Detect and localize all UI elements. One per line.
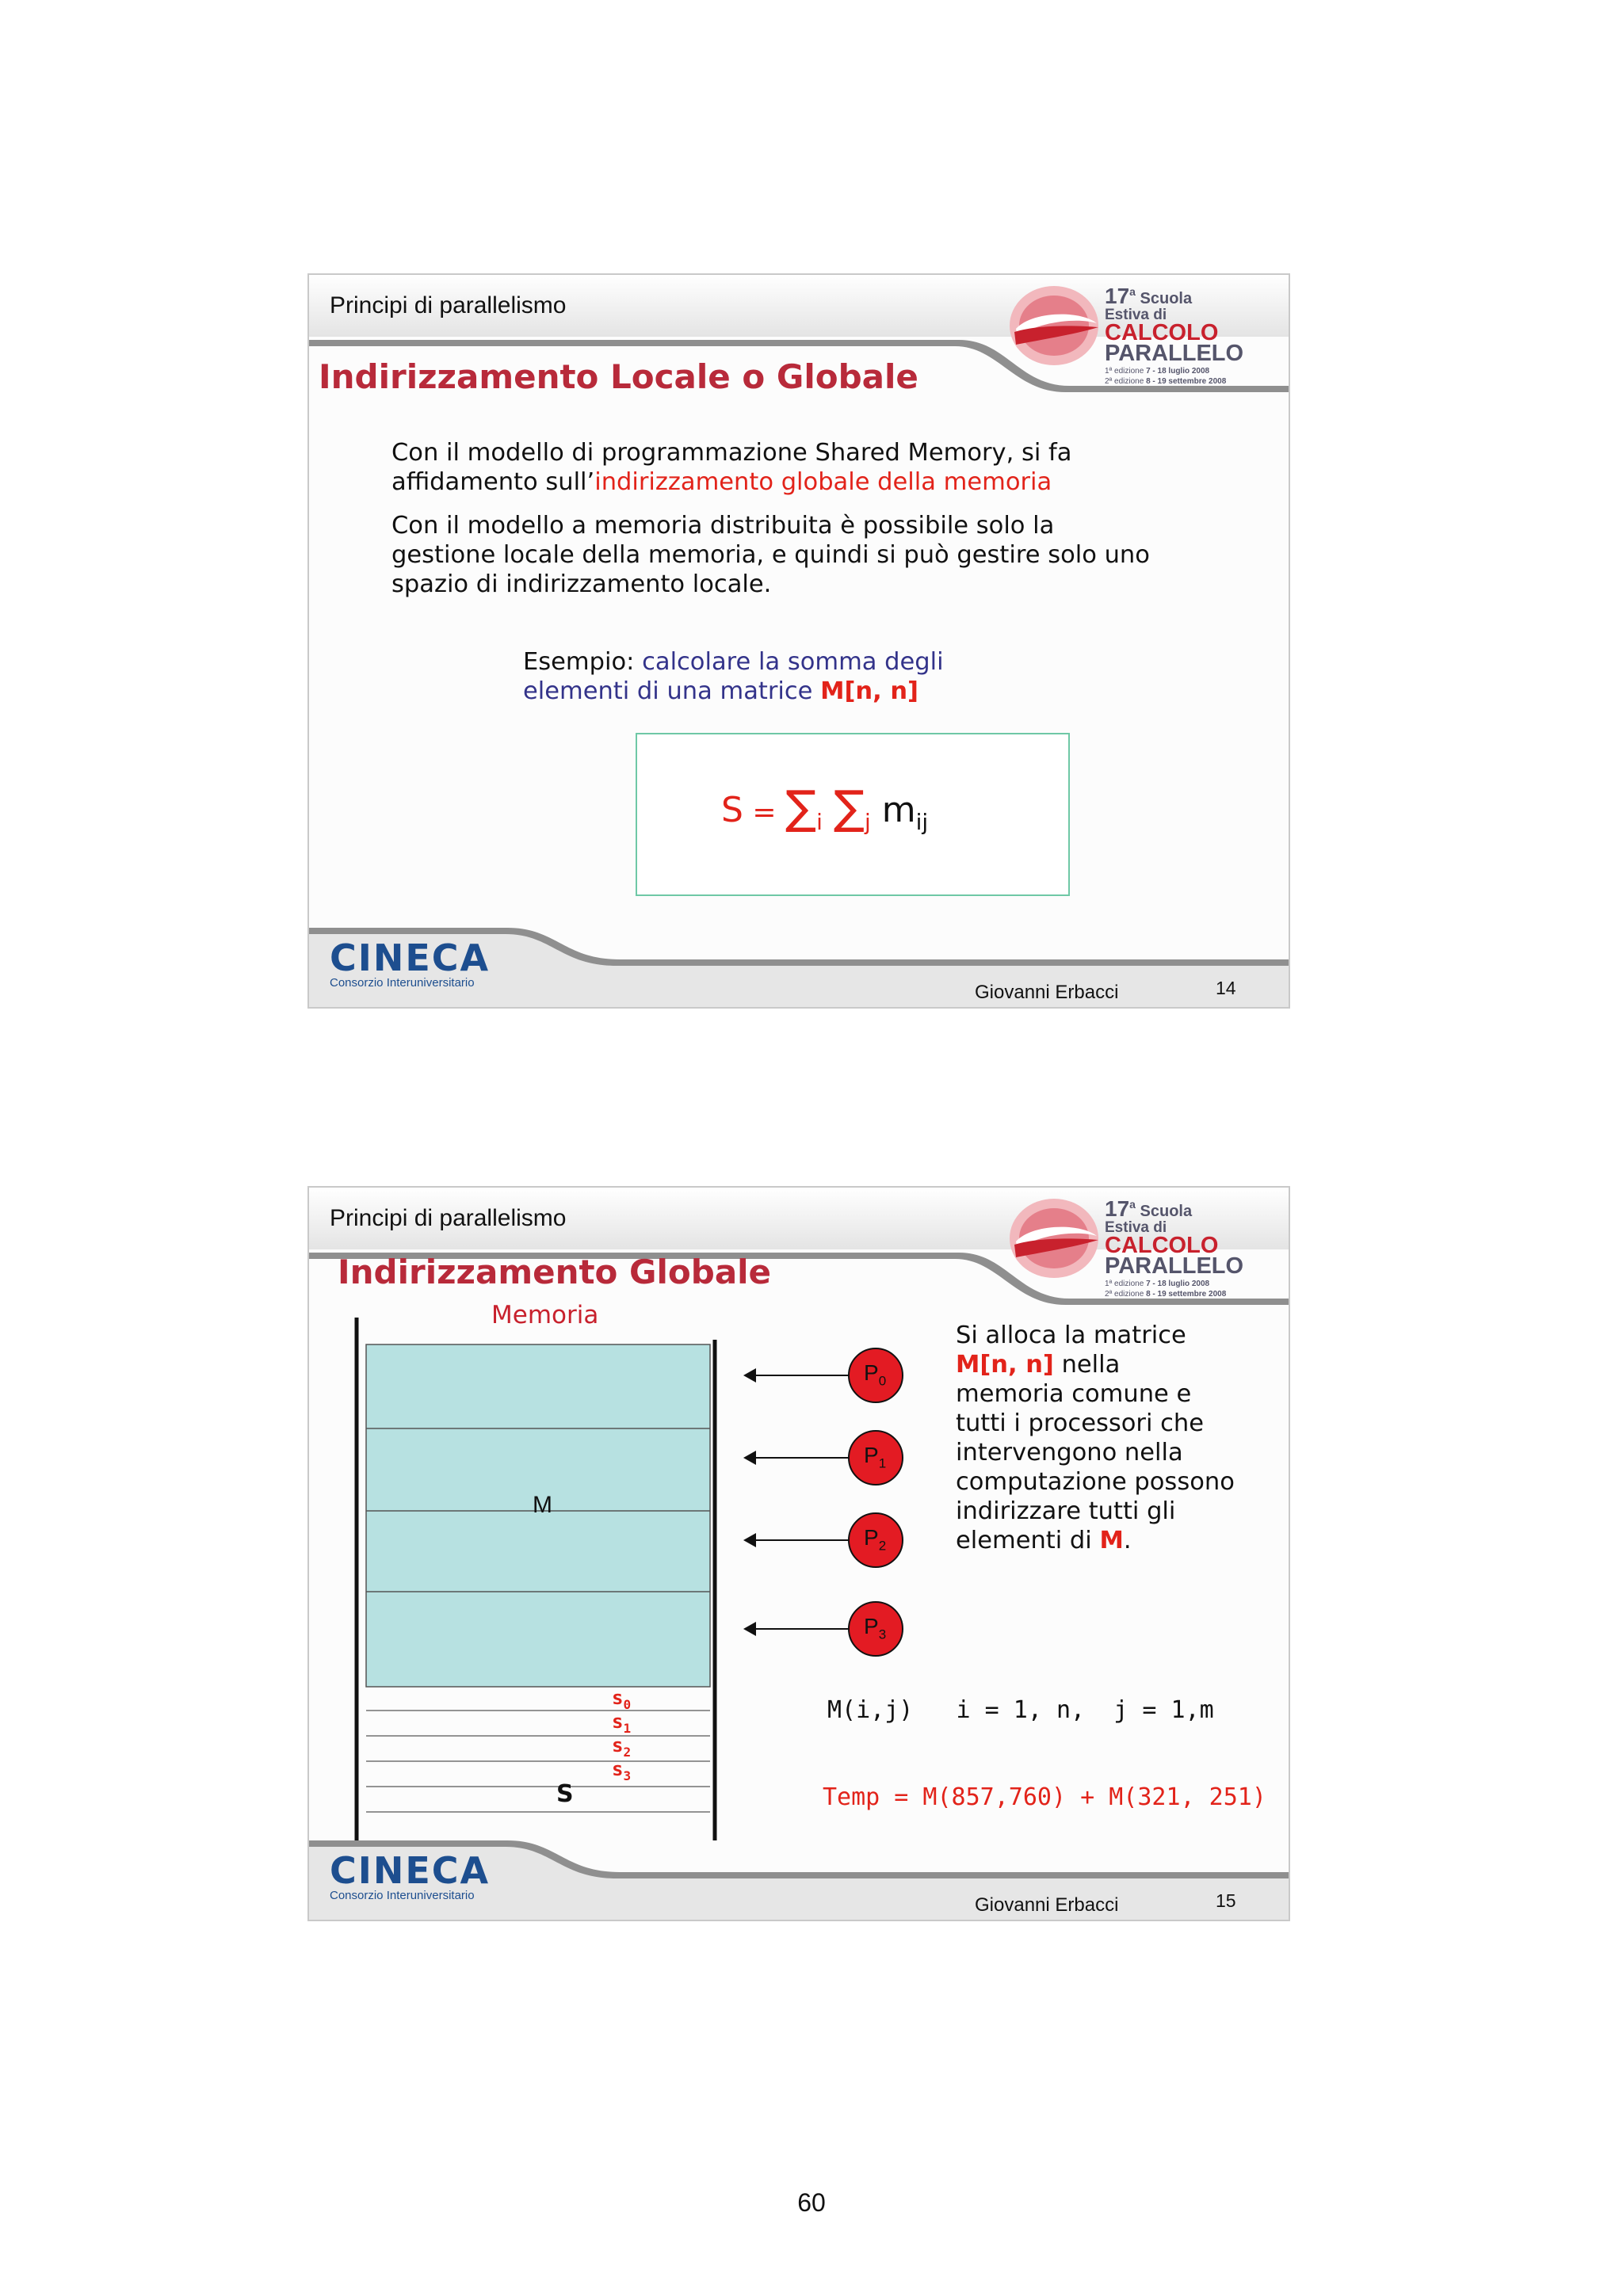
text-line: M[n, n] nella bbox=[956, 1351, 1121, 1379]
slide-title: Indirizzamento Locale o Globale bbox=[319, 357, 918, 396]
author: Giovanni Erbacci bbox=[975, 982, 1119, 1003]
svg-text:1ª edizione 7 - 18 luglio 2008: 1ª edizione 7 - 18 luglio 2008 bbox=[1105, 367, 1210, 376]
cineca-subtitle: Consorzio Interuniversitario bbox=[330, 1889, 475, 1902]
partial-sum-s1: $s_1$ bbox=[612, 1711, 632, 1736]
svg-text:17a Scuola: 17$^a$ $_{Scuola}$ bbox=[1105, 1196, 1193, 1221]
text-line: tutti i processori che bbox=[956, 1409, 1204, 1437]
text-line: computazione possono bbox=[956, 1468, 1235, 1496]
svg-text:17a Scuola: 17$^a$ $_{Scuola}$ bbox=[1105, 284, 1193, 308]
access-arrow bbox=[745, 1457, 851, 1459]
paragraph-distributed-memory bbox=[391, 511, 1150, 599]
cineca-name: CINECA bbox=[330, 1849, 491, 1892]
svg-text:Estiva di: Estiva di bbox=[1105, 1219, 1167, 1236]
total-sum-label: S bbox=[556, 1780, 574, 1808]
temp-expression: Temp = M(857,760) + M(321, 251) bbox=[823, 1783, 1266, 1811]
processor-p3: $P_3$ bbox=[848, 1601, 903, 1657]
svg-text:2ª edizione 8 - 19 settembre 2: 2ª edizione 8 - 19 settembre 2008 bbox=[1105, 377, 1227, 386]
cineca-logo bbox=[330, 1849, 491, 1902]
svg-text:CALCOLO: CALCOLO bbox=[1105, 320, 1219, 345]
memory-diagram bbox=[353, 1318, 718, 1840]
paragraph-shared-memory bbox=[391, 438, 1071, 497]
partial-sum-s3: $s_3$ bbox=[612, 1758, 632, 1783]
svg-text:2ª edizione 8 - 19 settembre 2: 2ª edizione 8 - 19 settembre 2008 bbox=[1105, 1290, 1227, 1299]
text-line: gestione locale della memoria, e quindi si può gestire solo uno bbox=[391, 541, 1150, 569]
svg-text:PARALLELO: PARALLELO bbox=[1105, 1253, 1244, 1279]
cineca-logo bbox=[330, 936, 491, 990]
section-title: Principi di parallelismo bbox=[330, 292, 567, 318]
access-arrow bbox=[745, 1539, 851, 1541]
matrix-label: M bbox=[533, 1492, 552, 1518]
slide-15 bbox=[307, 1186, 1290, 1921]
svg-text:Estiva di: Estiva di bbox=[1105, 307, 1167, 323]
slide-number: 14 bbox=[1216, 978, 1236, 998]
text-line: Con il modello di programmazione Shared Memory, si fa bbox=[391, 439, 1072, 467]
text-line: elementi di M. bbox=[956, 1527, 1132, 1554]
example-text bbox=[523, 647, 944, 706]
scuola-logo bbox=[1008, 1192, 1270, 1302]
text-line: Con il modello a memoria distribuita è possibile solo la bbox=[391, 512, 1055, 540]
memory-label: Memoria bbox=[491, 1301, 599, 1329]
processor-p2: $P_2$ bbox=[848, 1512, 903, 1568]
access-arrow bbox=[745, 1375, 851, 1376]
processor-p1: $P_1$ bbox=[848, 1430, 903, 1486]
formula-box bbox=[636, 733, 1070, 896]
text-line: spazio di indirizzamento locale. bbox=[391, 570, 772, 598]
processor-p0: $P_0$ bbox=[848, 1348, 903, 1403]
slide-14 bbox=[307, 273, 1290, 1009]
text-line: Si alloca la matrice bbox=[956, 1322, 1186, 1349]
svg-text:PARALLELO: PARALLELO bbox=[1105, 341, 1244, 366]
text-line: memoria comune e bbox=[956, 1380, 1192, 1408]
slide-number: 15 bbox=[1216, 1890, 1236, 1911]
text-line: intervengono nella bbox=[956, 1439, 1183, 1466]
scuola-logo bbox=[1008, 280, 1270, 389]
text-line: elementi di una matrice M[n, n] bbox=[523, 677, 918, 705]
sum-formula: $S = \sum_i$ $\sum_j$ $m_{ij}$ bbox=[721, 780, 929, 835]
calcolo-parallelo-logo-icon bbox=[1008, 1192, 1270, 1302]
description-text bbox=[956, 1321, 1235, 1555]
author: Giovanni Erbacci bbox=[975, 1894, 1119, 1916]
svg-text:1ª edizione 7 - 18 luglio 2008: 1ª edizione 7 - 18 luglio 2008 bbox=[1105, 1280, 1210, 1288]
section-title: Principi di parallelismo bbox=[330, 1205, 567, 1231]
text-line: indirizzare tutti gli bbox=[956, 1497, 1176, 1525]
slide-title: Indirizzamento Globale bbox=[338, 1253, 772, 1291]
partial-sum-s2: $s_2$ bbox=[612, 1734, 632, 1760]
calcolo-parallelo-logo-icon bbox=[1008, 280, 1270, 389]
cineca-subtitle: Consorzio Interuniversitario bbox=[330, 976, 475, 990]
access-arrow bbox=[745, 1628, 851, 1630]
cineca-name: CINECA bbox=[330, 936, 491, 979]
page-number: 60 bbox=[797, 2188, 826, 2217]
text-line: Esempio: calcolare la somma degli bbox=[523, 648, 944, 676]
partial-sum-s0: $s_0$ bbox=[612, 1687, 632, 1712]
svg-text:CALCOLO: CALCOLO bbox=[1105, 1233, 1219, 1258]
text-line: affidamento sull’indirizzamento globale della memoria bbox=[391, 468, 1052, 496]
index-range: M(i,j) i = 1, n, j = 1,m bbox=[827, 1696, 1214, 1724]
